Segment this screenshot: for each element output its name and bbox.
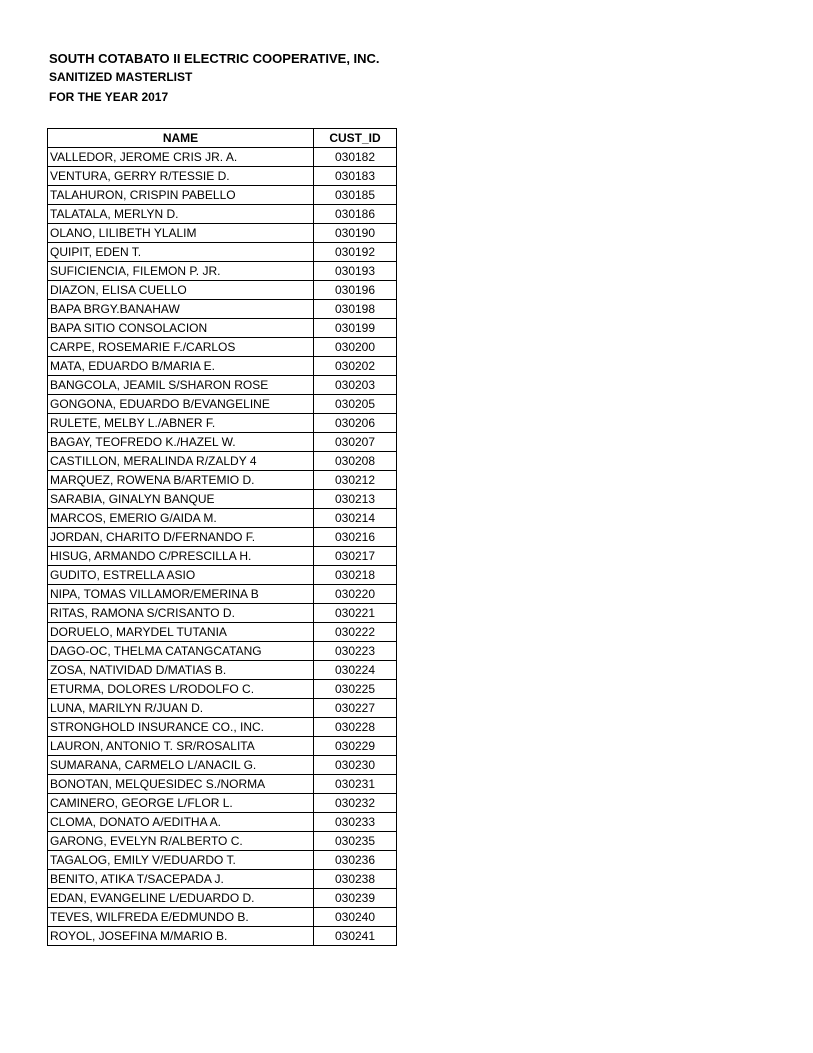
table-row [48,414,397,433]
table-row [48,699,397,718]
customer-id-cell: 030202 [314,357,397,376]
customer-id-cell: 030231 [314,775,397,794]
customer-id-cell: 030206 [314,414,397,433]
customer-id-cell: 030238 [314,870,397,889]
customer-id-cell: 030199 [314,319,397,338]
customer-id-cell: 030193 [314,262,397,281]
customer-name-cell: SUFICIENCIA, FILEMON P. JR. [48,262,314,281]
table-row [48,167,397,186]
customer-id-cell: 030185 [314,186,397,205]
document-subtitle: SANITIZED MASTERLIST [49,70,193,84]
customer-name-cell: TEVES, WILFREDA E/EDMUNDO B. [48,908,314,927]
table-row [48,661,397,680]
table-row [48,737,397,756]
customer-name-cell: QUIPIT, EDEN T. [48,243,314,262]
table-row [48,395,397,414]
table-row [48,908,397,927]
table-row [48,490,397,509]
customer-name-cell: CAMINERO, GEORGE L/FLOR L. [48,794,314,813]
table-row [48,224,397,243]
customer-name-cell: MARQUEZ, ROWENA B/ARTEMIO D. [48,471,314,490]
table-row [48,148,397,167]
customer-name-cell: ROYOL, JOSEFINA M/MARIO B. [48,927,314,946]
customer-name-cell: NIPA, TOMAS VILLAMOR/EMERINA B [48,585,314,604]
customer-name-cell: STRONGHOLD INSURANCE CO., INC. [48,718,314,737]
customer-id-cell: 030230 [314,756,397,775]
table-row [48,509,397,528]
column-header-name: NAME [48,129,314,148]
customer-name-cell: DAGO-OC, THELMA CATANGCATANG [48,642,314,661]
table-row [48,319,397,338]
customer-name-cell: BANGCOLA, JEAMIL S/SHARON ROSE [48,376,314,395]
table-row [48,604,397,623]
customer-id-cell: 030218 [314,566,397,585]
customer-name-cell: CLOMA, DONATO A/EDITHA A. [48,813,314,832]
customer-name-cell: RULETE, MELBY L./ABNER F. [48,414,314,433]
table-row [48,680,397,699]
customer-id-cell: 030216 [314,528,397,547]
customer-id-cell: 030232 [314,794,397,813]
customer-name-cell: DORUELO, MARYDEL TUTANIA [48,623,314,642]
customer-name-cell: TALAHURON, CRISPIN PABELLO [48,186,314,205]
customer-id-cell: 030239 [314,889,397,908]
customer-id-cell: 030214 [314,509,397,528]
customer-name-cell: BAPA SITIO CONSOLACION [48,319,314,338]
table-row [48,243,397,262]
customer-name-cell: LUNA, MARILYN R/JUAN D. [48,699,314,718]
table-row [48,927,397,946]
customer-id-cell: 030200 [314,338,397,357]
customer-id-cell: 030217 [314,547,397,566]
customer-name-cell: ZOSA, NATIVIDAD D/MATIAS B. [48,661,314,680]
customer-name-cell: LAURON, ANTONIO T. SR/ROSALITA [48,737,314,756]
table-row [48,623,397,642]
customer-id-cell: 030205 [314,395,397,414]
company-name: SOUTH COTABATO II ELECTRIC COOPERATIVE, INC. [49,51,380,66]
table-row [48,718,397,737]
table-row [48,870,397,889]
customer-id-cell: 030225 [314,680,397,699]
customer-id-cell: 030241 [314,927,397,946]
table-row [48,775,397,794]
customer-name-cell: VALLEDOR, JEROME CRIS JR. A. [48,148,314,167]
customer-id-cell: 030228 [314,718,397,737]
customer-name-cell: GARONG, EVELYN R/ALBERTO C. [48,832,314,851]
document-year: FOR THE YEAR 2017 [49,90,169,104]
customer-name-cell: GUDITO, ESTRELLA ASIO [48,566,314,585]
table-row [48,338,397,357]
table-row [48,756,397,775]
customer-name-cell: SARABIA, GINALYN BANQUE [48,490,314,509]
customer-name-cell: RITAS, RAMONA S/CRISANTO D. [48,604,314,623]
customer-id-cell: 030222 [314,623,397,642]
customer-id-cell: 030233 [314,813,397,832]
table-row [48,528,397,547]
table-row [48,262,397,281]
table-row [48,585,397,604]
table-row [48,813,397,832]
customer-name-cell: HISUG, ARMANDO C/PRESCILLA H. [48,547,314,566]
customer-id-cell: 030223 [314,642,397,661]
customer-id-cell: 030235 [314,832,397,851]
customer-name-cell: MATA, EDUARDO B/MARIA E. [48,357,314,376]
customer-name-cell: ETURMA, DOLORES L/RODOLFO C. [48,680,314,699]
customer-name-cell: JORDAN, CHARITO D/FERNANDO F. [48,528,314,547]
customer-name-cell: BENITO, ATIKA T/SACEPADA J. [48,870,314,889]
customer-id-cell: 030240 [314,908,397,927]
customer-id-cell: 030198 [314,300,397,319]
table-row [48,642,397,661]
customer-id-cell: 030220 [314,585,397,604]
customer-id-cell: 030236 [314,851,397,870]
customer-id-cell: 030207 [314,433,397,452]
customer-id-cell: 030203 [314,376,397,395]
table-row [48,300,397,319]
table-body [48,148,397,946]
customer-name-cell: BAPA BRGY.BANAHAW [48,300,314,319]
customer-id-cell: 030190 [314,224,397,243]
table-row [48,889,397,908]
customer-name-cell: CASTILLON, MERALINDA R/ZALDY 4 [48,452,314,471]
table-row [48,832,397,851]
customer-id-cell: 030182 [314,148,397,167]
table-row [48,205,397,224]
table-row [48,186,397,205]
table-row [48,281,397,300]
document-header [49,50,380,109]
customer-name-cell: MARCOS, EMERIO G/AIDA M. [48,509,314,528]
customer-id-cell: 030213 [314,490,397,509]
customer-name-cell: BONOTAN, MELQUESIDEC S./NORMA [48,775,314,794]
customer-id-cell: 030186 [314,205,397,224]
customer-name-cell: TALATALA, MERLYN D. [48,205,314,224]
customer-id-cell: 030192 [314,243,397,262]
table-row [48,794,397,813]
customer-id-cell: 030229 [314,737,397,756]
table-row [48,851,397,870]
table-row [48,452,397,471]
table-row [48,376,397,395]
customer-id-cell: 030227 [314,699,397,718]
customer-name-cell: GONGONA, EDUARDO B/EVANGELINE [48,395,314,414]
column-header-cust-id: CUST_ID [314,129,397,148]
table-row [48,357,397,376]
table-row [48,566,397,585]
table-row [48,471,397,490]
customer-id-cell: 030224 [314,661,397,680]
table-row [48,547,397,566]
customer-name-cell: EDAN, EVANGELINE L/EDUARDO D. [48,889,314,908]
customer-id-cell: 030221 [314,604,397,623]
customer-name-cell: CARPE, ROSEMARIE F./CARLOS [48,338,314,357]
table-header-row [48,129,397,148]
customer-name-cell: VENTURA, GERRY R/TESSIE D. [48,167,314,186]
customer-id-cell: 030183 [314,167,397,186]
table-row [48,433,397,452]
customer-name-cell: TAGALOG, EMILY V/EDUARDO T. [48,851,314,870]
customer-id-cell: 030208 [314,452,397,471]
masterlist-table [47,128,397,946]
customer-name-cell: DIAZON, ELISA CUELLO [48,281,314,300]
customer-id-cell: 030196 [314,281,397,300]
customer-name-cell: OLANO, LILIBETH YLALIM [48,224,314,243]
customer-name-cell: SUMARANA, CARMELO L/ANACIL G. [48,756,314,775]
customer-id-cell: 030212 [314,471,397,490]
customer-name-cell: BAGAY, TEOFREDO K./HAZEL W. [48,433,314,452]
